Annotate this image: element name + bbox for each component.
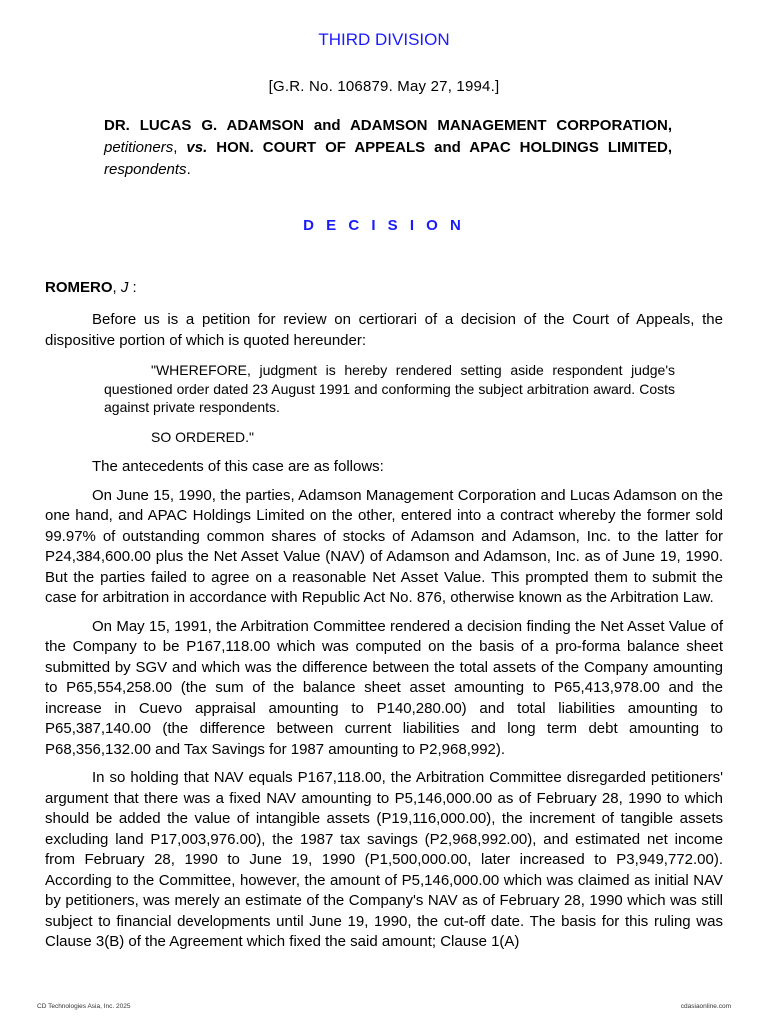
paragraph-1: Before us is a petition for review on certiorari of a decision of the Court of Appeals, the dispositive portion of which is quoted hereunder: [45,311,723,349]
division-heading: THIRD DIVISION [318,30,450,49]
versus-label: vs. [186,139,208,156]
respondent-names: HON. COURT OF APPEALS and APAC HOLDINGS LIMITED, [216,139,672,156]
so-ordered: SO ORDERED." [151,428,254,445]
ponente: ROMERO, J : [45,279,137,296]
quoted-dispositive: "WHEREFORE, judgment is hereby rendered setting aside respondent judge's questioned order dated 23 August 1991 and conforming the subject arbitration award. Costs against private respondents. [104,362,675,415]
paragraph-2: The antecedents of this case are as follows: [92,458,384,475]
petitioner-names: DR. LUCAS G. ADAMSON and ADAMSON MANAGEMENT CORPORATION, [104,117,672,134]
ponente-name: ROMERO [45,279,113,296]
petitioner-role: petitioners [104,139,174,156]
paragraph-3: On June 15, 1990, the parties, Adamson Management Corporation and Lucas Adamson on the one hand, and APAC Holdings Limited on the other, entered into a contract whereby the former sold 99.97% of outstanding common shares of stocks of Adamson and Adamson, Inc. to the latter for P24,384,600.00 plus the Net Asset Value (NAV) of Adamson and Adamson, Inc. as of June 19, 1990. But the parties failed to agree on a reasonable Net Asset Value. This prompted them to submit the case for arbitration in accordance with Republic Act No. 876, otherwise known as the Arbitration Law. [45,486,723,606]
paragraph-5: In so holding that NAV equals P167,118.00, the Arbitration Committee disregarded petitioners' argument that there was a fixed NAV amounting to P5,146,000.00 as of February 28, 1990 to which should be added the value of intangible assets (P19,116,000.00), the increment of tangible assets excluding land P17,003,976.00), the 1987 tax savings (P2,968,992.00), and estimated net income from February 28, 1990 to June 19, 1990 (P1,500,000.00, later increased to P3,949,772.00). According to the Committee, however, the amount of P5,146,000.00 which was claimed as initial NAV by petitioners, was merely an estimate of the Company's NAV as of February 28, 1990 which was still subject to financial developments until June 19, 1990, the cut-off date. The basis for this ruling was Clause 3(B) of the Agreement which fixed the said amount; Clause 1(A) [45,769,723,950]
paragraph-4: On May 15, 1991, the Arbitration Committee rendered a decision finding the Net Asset Value of the Company to be P167,118.00 which was computed on the basis of a pro-forma balance sheet submitted by SGV and which was the difference between the total assets of the Company amounting to P65,554,258.00 (the sum of the balance sheet asset amounting to P65,413,978.00 and the increase in Cuevo appraisal amounting to P140,280.00) and total liabilities amounting to P65,387,140.00 (the difference between current liabilities and long term debt amounting to P68,356,132.00 and Tax Savings for 1987 amounting to P2,968,992). [45,617,723,758]
footer-site: cdasiaonline.com [680,1003,731,1010]
decision-title: D E C I S I O N [303,217,465,234]
decision-body [45,310,723,961]
ponente-suffix: J [120,279,129,296]
respondent-role: respondents [104,161,187,178]
case-parties: DR. LUCAS G. ADAMSON and ADAMSON MANAGEMENT CORPORATION, petitioners, vs. HON. COURT OF APPEALS and APAC HOLDINGS LIMITED, respondents. [104,117,672,178]
footer-copyright: CD Technologies Asia, Inc. 2025 [37,1003,131,1010]
case-number: [G.R. No. 106879. May 27, 1994.] [268,78,500,95]
